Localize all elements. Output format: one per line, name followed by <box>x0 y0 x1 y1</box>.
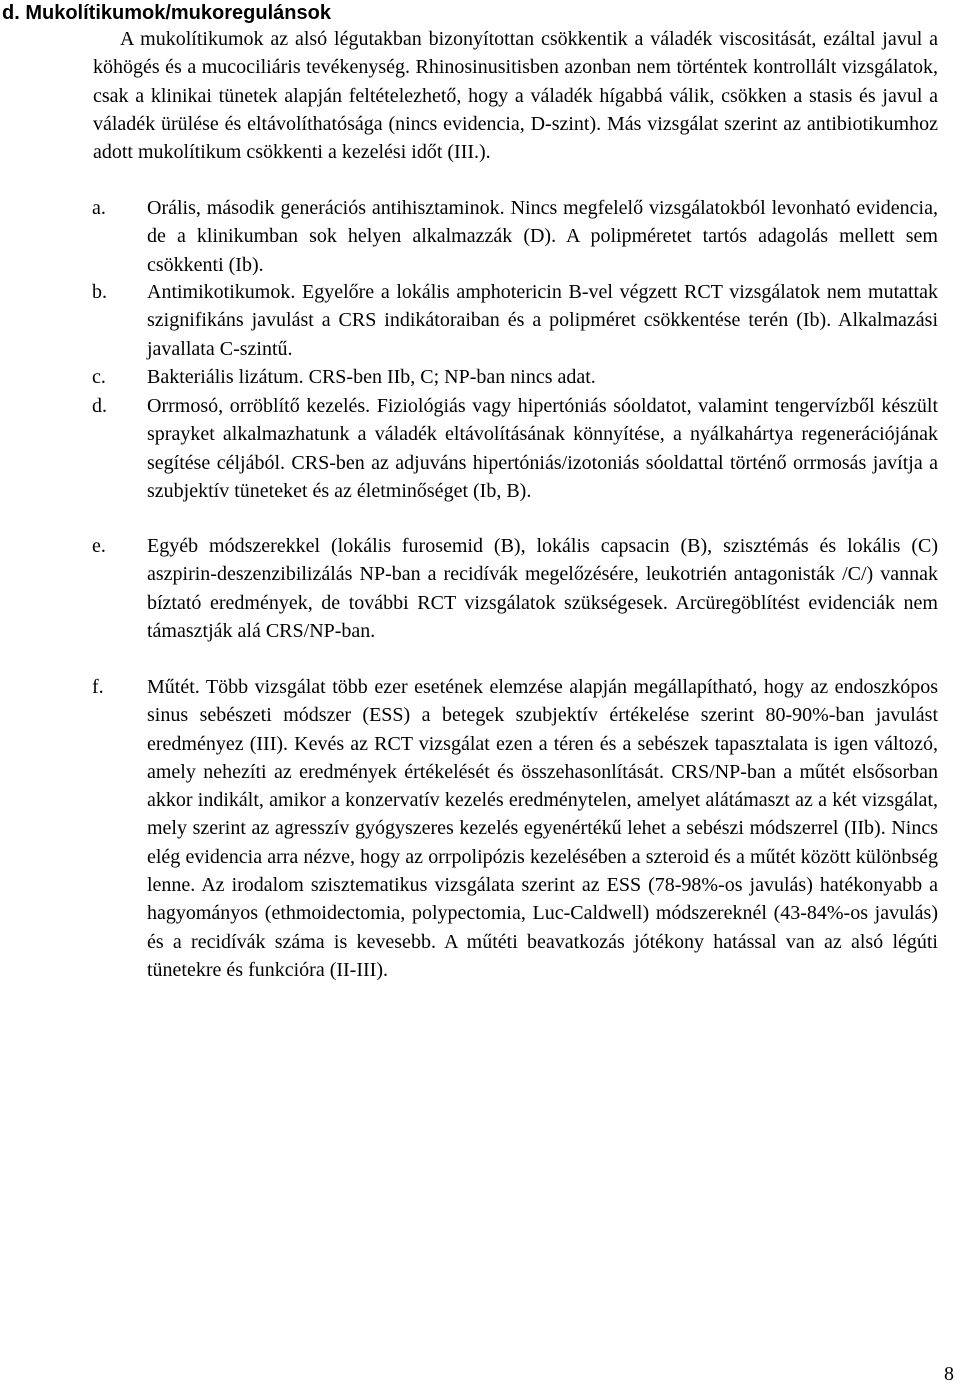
list-item-c <box>92 363 938 391</box>
list-marker: b. <box>92 281 107 303</box>
list-marker: c. <box>92 366 106 388</box>
list-item-e <box>92 532 938 645</box>
list-item-a <box>92 194 938 279</box>
list-item-text: Orrmosó, orröblítő kezelés. Fiziológiás vagy hipertóniás sóoldatot, valamint tengervízből készült sprayket alkalmazhatunk a váladék eltávolításának könnyítése, a nyálkahártya regenerációjának segítése céljából. CRS-ben az adjuváns hipertóniás/izotoniás sóoldattal történő orrmosás javítja a szubjektív tüneteket és az életminőséget (Ib, B). <box>147 395 938 502</box>
list-item-text: Antimikotikumok. Egyelőre a lokális amphotericin B-vel végzett RCT vizsgálatok nem mutattak szignifikáns javulást a CRS indikátoraiban és a polipméret csökkentése terén (Ib). Alkalmazási javallata C-szintű. <box>147 281 938 360</box>
list-item-text: Műtét. Több vizsgálat több ezer esetének elemzése alapján megállapítható, hogy az endoszkópos sinus sebészeti módszer (ESS) a betegek szubjektív értékelése szerint 80-90%-ban javulást eredményez (III). Kevés az RCT vizsgálat ezen a téren és a sebészek tapasztalata is igen változó, amely nehezíti az eredmények értékelését és összehasonlítását. CRS/NP-ban a műtét elsősorban akkor indikált, amikor a konzervatív kezelés eredménytelen, amelyet alátámaszt az a két vizsgálat, mely szerint az agresszív gyógyszeres kezelés egyenértékű lehet a sebészi módszerrel (IIb). Nincs elég evidencia arra nézve, hogy az orrpolipózis kezelésében a szteroid és a műtét között különbség lenne. Az irodalom szisztematikus vizsgálata szerint az ESS (78-98%-os javulás) hatékonyabb a hagyományos (ethmoidectomia, polypectomia, Luc-Caldwell) módszereknél (43-84%-os javulás) és a recidívák száma is kevesebb. A műtéti beavatkozás jótékony hatással van az alsó légúti tünetekre és funkcióra (II-III). <box>147 676 938 981</box>
list-item-text: Egyéb módszerekkel (lokális furosemid (B), lokális capsacin (B), szisztémás és lokális (C) aszpirin-deszenzibilizálás NP-ban a recidívák megelőzésére, leukotrién antagonisták /C/) vannak bíztató eredmények, de további RCT vizsgálatok szükségesek. Arcüregöblítést evidenciák nem támasztják alá CRS/NP-ban. <box>147 535 938 642</box>
intro-paragraph: A mukolítikumok az alsó légutakban bizonyítottan csökkentik a váladék viscositását, ezáltal javul a köhögés és a mucociliáris tevékenység. Rhinosinusitisben azonban nem történtek kontrollált vizsgálatok, csak a klinikai tünetek alapján feltételezhető, hogy a váladék hígabbá válik, csökken a stasis és javul a váladék ürülése és eltávolíthatósága (nincs evidencia, D-szint). Más vizsgálat szerint az antibiotikumhoz adott mukolítikum csökkenti a kezelési időt (III.). <box>93 28 938 164</box>
list-marker: a. <box>92 197 106 219</box>
list-item-text: Orális, második generációs antihisztaminok. Nincs megfelelő vizsgálatokból levonható evidencia, de a klinikumban sok helyen alkalmazzák (D). A polipméretet tartós adagolás mellett sem csökkenti (Ib). <box>147 197 938 276</box>
list-item-text: Bakteriális lizátum. CRS-ben IIb, C; NP-ban nincs adat. <box>147 366 596 388</box>
list-marker: d. <box>92 395 107 417</box>
list-marker: e. <box>92 535 106 557</box>
list-marker: f. <box>92 676 104 698</box>
list-item-d <box>92 392 938 505</box>
section-heading: d. Mukolítikumok/mukoregulánsok <box>2 2 331 24</box>
list-item-f <box>92 673 938 984</box>
list-item-b <box>92 278 938 363</box>
page-number: 8 <box>944 1363 954 1385</box>
